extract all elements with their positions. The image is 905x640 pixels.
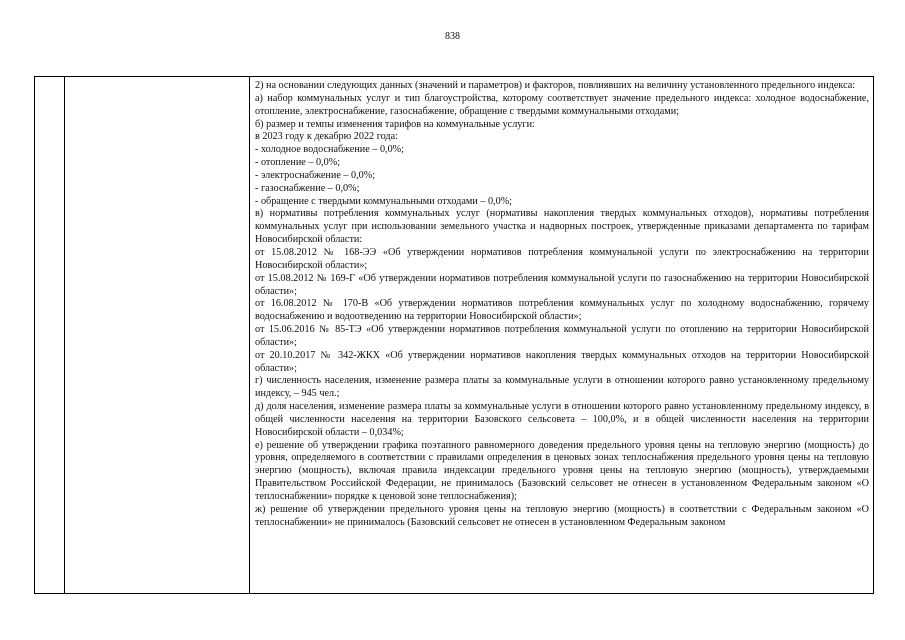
document-table [34,76,874,594]
table-column-name [65,77,250,593]
paragraph: от 15.06.2016 № 85-ТЭ «Об утверждении нормативов потребления коммунальной услуги по отоплению на территории Новосибирской области»; [255,324,869,348]
paragraph: 2) на основании следующих данных (значений и параметров) и факторов, повлиявших на величину установленного предельного индекса: [255,80,856,91]
paragraph: в) нормативы потребления коммунальных услуг (нормативы накопления твердых коммунальных отходов), нормативы потребления коммунальных услуг при использовании земельного участка и надворных построек, утвержденные приказами департамента по тарифам Новосибирской области: [255,208,869,246]
paragraph: - электроснабжение – 0,0%; [255,169,376,181]
paragraph: от 20.10.2017 № 342-ЖКХ «Об утверждении нормативов накопления твердых коммунальных отходов на территории Новосибирской области»; [255,349,869,374]
paragraph: от 16.08.2012 № 170-В «Об утверждении нормативов потребления коммунальных услуг по холодному водоснабжению, горячему водоснабжению и водоотведению на территории Новосибирской области»; [255,298,869,323]
paragraph: д) доля населения, изменение размера платы за коммунальные услуги в отношении которого равно установленному предельному индексу, в общей численности населения на территории Базовского сельсовета – 100,0%, и в общей численности населения на территории Новосибирской области – 0,034%; [255,401,869,438]
table-column-content [250,77,873,593]
table-column-number [35,77,65,593]
paragraph: от 15.08.2012 № 169-Г «Об утверждении нормативов потребления коммунальной услуги по газоснабжению на территории Новосибирской области»; [255,272,869,297]
paragraph: е) решение об утверждении графика поэтапного равномерного доведения предельного уровня цены на тепловую энергию (мощность) до уровня, определяемого в соответствии с правилами определения в ценовых зонах теплоснабжения предельного уровня цены на тепловую энергию (мощность), включая правила индексации предельного уровня цены на тепловую энергию (мощность), утверждаемыми Правительством Российской Федерации, не принималось (Базовский сельсовет не отнесен в установленном Федеральным законом «О теплоснабжении» порядке к ценовой зоне теплоснабжения); [255,439,869,502]
paragraph: - холодное водоснабжение – 0,0%; [255,144,404,156]
paragraph: - газоснабжение – 0,0%; [255,182,360,194]
paragraph: от 15.08.2012 № 168-ЭЭ «Об утверждении нормативов потребления коммунальной услуги по электроснабжению на территории Новосибирской области»; [255,246,869,271]
paragraph: - обращение с твердыми коммунальными отходами – 0,0%; [255,195,513,207]
paragraph: а) набор коммунальных услуг и тип благоустройства, которому соответствует значение предельного индекса: холодное водоснабжение, отопление, электроснабжение, газоснабжение, обращение с твердыми коммунальными отходами; [255,92,869,117]
page-number: 838 [445,31,460,42]
paragraph: ж) решение об утверждении предельного уровня цены на тепловую энергию (мощность) в соответствии с Федеральным законом «О теплоснабжении» не принималось (Базовский сельсовет не отнесен в установленном Федеральным законом [255,503,869,528]
paragraph: б) размер и темпы изменения тарифов на коммунальные услуги: [255,118,535,130]
paragraph: в 2023 году к декабрю 2022 года: [255,131,398,143]
paragraph: г) численность населения, изменение размера платы за коммунальные услуги в отношении которого равно установленному предельному индексу, – 945 чел.; [255,375,869,400]
paragraph: - отопление – 0,0%; [255,157,341,169]
